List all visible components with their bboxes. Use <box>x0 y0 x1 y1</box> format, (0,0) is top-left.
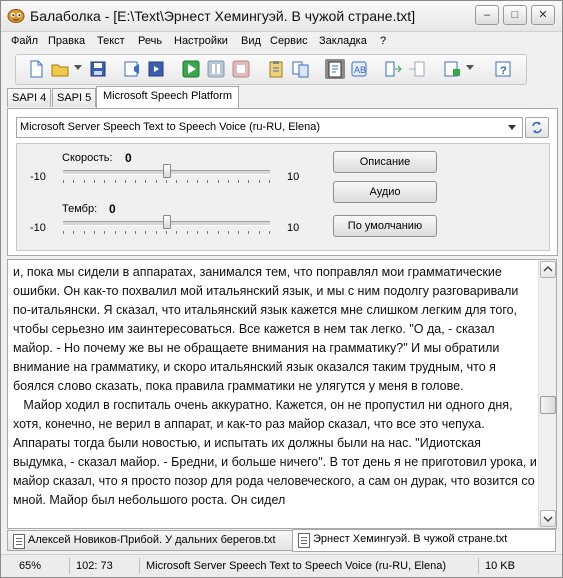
slider-tick <box>104 180 105 183</box>
voice-select-value: Microsoft Server Speech Text to Speech Voice (ru-RU, Elena) <box>20 121 320 133</box>
document-tab-label: Алексей Новиков-Прибой. У дальних берегов.txt <box>28 534 276 546</box>
dictionary-dropdown-arrow-icon[interactable] <box>466 65 474 70</box>
slider-tick <box>63 180 64 183</box>
status-file-size: 10 KB <box>478 558 515 574</box>
document-icon <box>298 533 310 548</box>
slider-tick <box>269 231 270 234</box>
voice-select[interactable] <box>16 117 523 138</box>
slider-tick <box>228 231 229 234</box>
status-bar <box>1 554 562 578</box>
save-icon[interactable] <box>88 59 108 79</box>
description-button[interactable]: Описание <box>333 151 437 173</box>
slider-tick <box>125 180 126 183</box>
slider-tick <box>166 180 167 183</box>
read-aloud-icon[interactable] <box>122 59 142 79</box>
menu-speech[interactable]: Речь <box>138 35 163 47</box>
slider-tick <box>73 180 74 183</box>
slider-tick <box>135 231 136 234</box>
rate-slider-ticks <box>63 180 270 184</box>
slider-tick <box>156 231 157 234</box>
slider-tick <box>176 231 177 234</box>
text-paragraph: и, пока мы сидели в аппаратах, занимался тем, что поправлял мои грамматические ошибки. Он как-то похвалил мой итальянский язык, и мы с ним подолгу разговаривали по-итальянски. Я сказал, что итальянский язык кажется мне слишком легким для того, чтобы серьезно им заинтересоваться. Все кажется в нем так легко. "О да, - сказал майор. - Но почему же вы не обращаете внимания на грамматику?" И мы обратили внимание на грамматику, и скоро итальянский язык оказался таким трудным, что я боялся слово сказать, пока правила грамматики не улягутся у меня в голове. <box>13 265 522 393</box>
pitch-max-label: 10 <box>287 222 300 234</box>
menu-edit[interactable]: Правка <box>48 35 86 47</box>
balabolka-app-icon[interactable] <box>7 7 25 23</box>
pitch-label: Тембр: <box>62 203 98 215</box>
slider-tick <box>135 180 136 183</box>
slider-tick <box>104 231 105 234</box>
rate-min-label: -10 <box>30 171 46 183</box>
status-cursor-position: 102: 73 <box>69 558 113 574</box>
slider-tick <box>145 231 146 234</box>
document-tabs <box>7 530 555 552</box>
rate-slider-thumb[interactable] <box>163 164 171 178</box>
slider-tick <box>125 231 126 234</box>
rate-max-label: 10 <box>287 171 300 183</box>
title-bar[interactable] <box>1 1 562 32</box>
refresh-voices-button[interactable] <box>525 117 549 138</box>
slider-tick <box>259 180 260 183</box>
slider-tick <box>248 231 249 234</box>
slider-tick <box>218 231 219 234</box>
pause-icon[interactable] <box>206 59 226 79</box>
open-dropdown-arrow-icon[interactable] <box>74 65 82 70</box>
voice-parameters-box <box>16 143 550 251</box>
tab-sapi4[interactable]: SAPI 4 <box>7 88 51 107</box>
text-paragraph: Майор ходил в госпиталь очень аккуратно. Кажется, он не пропустил ни одного дня, хотя, конечно, не верил в аппарат, и как-то раз майор сказал, что все это чепуха. Аппараты тогда были новостью, и испытать их должны были на нас. "Идиотская выдумка, - сказал майор. - Бредни, и больше ничего". В тот день я не приготовил урока, и майор сказал, что я просто позор для рода человеческого, а сам он дурак, что возится со мной. Майор был небольшого роста. Он сидел <box>13 398 537 507</box>
slider-tick <box>115 180 116 183</box>
minimize-button[interactable]: – <box>475 5 499 25</box>
document-icon <box>13 534 25 549</box>
scroll-up-button[interactable] <box>540 261 556 278</box>
slider-tick <box>94 231 95 234</box>
status-voice: Microsoft Server Speech Text to Speech Voice (ru-RU, Elena) <box>139 558 446 574</box>
maximize-button[interactable]: □ <box>503 5 527 25</box>
scrollbar-thumb[interactable] <box>540 396 556 414</box>
menu-view[interactable]: Вид <box>241 35 261 47</box>
new-document-icon[interactable] <box>26 59 46 79</box>
help-icon[interactable] <box>493 59 513 79</box>
rate-value: 0 <box>125 151 132 165</box>
slider-tick <box>187 231 188 234</box>
audio-button[interactable]: Аудио <box>333 181 437 203</box>
slider-tick <box>228 180 229 183</box>
slider-tick <box>176 180 177 183</box>
convert-icon[interactable] <box>290 59 310 79</box>
slider-tick <box>238 180 239 183</box>
dictionary-icon[interactable] <box>442 59 462 79</box>
pitch-min-label: -10 <box>30 222 46 234</box>
slider-tick <box>187 180 188 183</box>
settings-icon[interactable] <box>349 59 369 79</box>
text-editor[interactable] <box>7 259 557 529</box>
default-button[interactable]: По умолчанию <box>333 215 437 237</box>
close-button[interactable]: ✕ <box>531 5 555 25</box>
slider-tick <box>166 231 167 234</box>
bookmark-panel-icon[interactable] <box>325 59 345 79</box>
document-tab-label: Эрнест Хемингуэй. В чужой стране.txt <box>313 533 508 545</box>
rate-label: Скорость: <box>62 152 113 164</box>
save-audio-icon[interactable] <box>146 59 166 79</box>
tab-sapi5[interactable]: SAPI 5 <box>52 88 96 107</box>
menu-text[interactable]: Текст <box>97 35 125 47</box>
menu-file[interactable]: Файл <box>11 35 39 47</box>
scroll-down-button[interactable] <box>540 510 556 527</box>
pitch-slider-ticks <box>63 231 270 235</box>
stop-icon[interactable] <box>231 59 251 79</box>
status-zoom: 65% <box>19 560 42 572</box>
menu-settings[interactable]: Настройки <box>174 35 228 47</box>
slider-tick <box>115 231 116 234</box>
pitch-value: 0 <box>109 202 116 216</box>
document-text[interactable] <box>13 263 537 510</box>
slider-tick <box>197 231 198 234</box>
slider-tick <box>94 180 95 183</box>
pitch-slider-thumb[interactable] <box>163 215 171 229</box>
slider-tick <box>259 231 260 234</box>
tab-microsoft-speech-platform[interactable]: Microsoft Speech Platform <box>96 86 239 108</box>
slider-tick <box>269 180 270 183</box>
slider-tick <box>218 180 219 183</box>
menu-help[interactable]: ? <box>380 35 387 47</box>
play-icon[interactable] <box>181 59 201 79</box>
slider-tick <box>63 231 64 234</box>
vertical-scrollbar[interactable] <box>538 260 556 528</box>
menu-tools[interactable]: Сервис <box>270 35 308 47</box>
slider-tick <box>248 180 249 183</box>
slider-tick <box>197 180 198 183</box>
toolbar <box>15 54 527 85</box>
slider-tick <box>207 180 208 183</box>
slider-tick <box>73 231 74 234</box>
menu-bar <box>1 32 562 52</box>
chevron-down-icon <box>541 511 555 526</box>
slider-tick <box>84 180 85 183</box>
slider-tick <box>207 231 208 234</box>
window-title: Балаболка - [E:\Text\Эрнест Хемингуэй. В чужой стране.txt] <box>30 8 416 24</box>
document-tab-hemingway[interactable] <box>292 529 556 552</box>
svg-text:?: ? <box>500 65 507 77</box>
refresh-icon <box>526 118 548 137</box>
chevron-down-icon[interactable] <box>508 125 516 130</box>
join-file-icon[interactable] <box>407 59 427 79</box>
slider-tick <box>84 231 85 234</box>
slider-tick <box>156 180 157 183</box>
document-tab-novikov[interactable] <box>7 530 294 551</box>
slider-tick <box>238 231 239 234</box>
speech-settings-panel <box>7 108 558 256</box>
read-clipboard-icon[interactable] <box>266 59 286 79</box>
svg-text:AB: AB <box>354 65 367 75</box>
slider-tick <box>145 180 146 183</box>
open-folder-icon[interactable] <box>50 59 70 79</box>
split-file-icon[interactable] <box>383 59 403 79</box>
menu-bookmark[interactable]: Закладка <box>319 35 367 47</box>
chevron-up-icon <box>541 262 555 277</box>
